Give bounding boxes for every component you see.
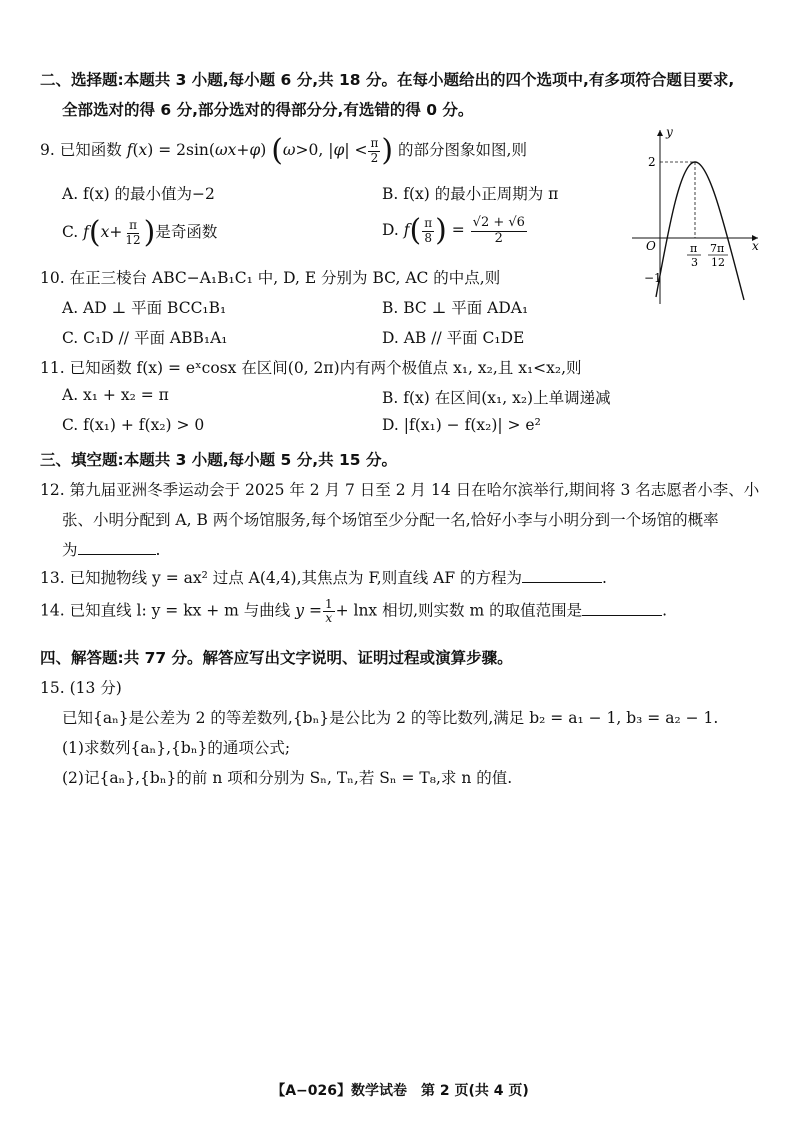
tick1-den: 3 [691, 256, 698, 269]
question-9-option-b: B. f(x) 的最小正周期为 π [382, 185, 559, 203]
question-10-stem: 10. 在正三棱台 ABC−A₁B₁C₁ 中, D, E 分别为 BC, AC 的中点,则 [40, 269, 501, 287]
section-3-heading: 三、填空题:本题共 3 小题,每小题 5 分,共 15 分。 [40, 451, 397, 469]
origin-label: O [646, 239, 656, 253]
question-15-head: 15. (13 分) [40, 679, 122, 697]
question-13: 13. 已知抛物线 y = ax² 过点 A(4,4),其焦点为 F,则直线 AF 的方程为 . [40, 569, 607, 587]
question-15-part2: (2)记{aₙ},{bₙ}的前 n 项和分别为 Sₙ, Tₙ,若 Sₙ = T₈,求 n 的值. [62, 769, 513, 787]
question-10-option-b: B. BC ⊥ 平面 ADA₁ [382, 299, 529, 317]
tick1-num: π [690, 242, 698, 255]
y-axis-label: y [666, 125, 673, 139]
question-11-option-d: D. |f(x₁) − f(x₂)| > e² [382, 416, 541, 434]
x-axis-label: x [752, 239, 759, 253]
question-9-option-c: C. f(x+ $\frac{\pi}{12}$ )是奇函数 [62, 215, 218, 250]
sine-curve [656, 162, 744, 300]
question-9-option-a: A. f(x) 的最小值为−2 [62, 185, 215, 203]
section-2-heading-line1: 二、选择题:本题共 3 小题,每小题 6 分,共 18 分。在每小题给出的四个选项中,有多项符合题目要求, [40, 71, 735, 89]
page-footer: 【A−026】数学试卷 第 2 页(共 4 页) [271, 1083, 529, 1099]
question-14-answer-blank[interactable] [582, 615, 662, 616]
y-min-label: −1 [644, 271, 662, 285]
question-13-answer-blank[interactable] [522, 582, 602, 583]
question-11-stem: 11. 已知函数 f(x) = eˣcosx 在区间(0, 2π)内有两个极值点 x₁, x₂,且 x₁<x₂,则 [40, 359, 582, 377]
question-11-option-c: C. f(x₁) + f(x₂) > 0 [62, 416, 205, 434]
question-9-option-d: D. f( $\frac{\pi}{8}$ ) = $\frac{√2 + √6}{2}$ [382, 213, 525, 248]
tick2-den: 12 [711, 256, 725, 269]
y-max-label: 2 [648, 155, 656, 169]
question-9-stem: 9. 已知函数 f(x) = 2sin(ωx+φ) (ω>0, |φ| < $\frac{\pi}{2}$ ) 的部分图象如图,则 [40, 133, 527, 168]
section-2-heading-line2: 全部选对的得 6 分,部分选对的得部分分,有选错的得 0 分。 [62, 101, 474, 119]
question-9-graph [628, 122, 768, 312]
question-14: 14. 已知直线 l: y = kx + m 与曲线 y = $\frac{1}{x}$ + lnx 相切,则实数 m 的取值范围是 . [40, 597, 668, 626]
question-11-option-a: A. x₁ + x₂ = π [62, 386, 169, 404]
question-12-line1: 12. 第九届亚洲冬季运动会于 2025 年 2 月 7 日至 2 月 14 日在哈尔滨举行,期间将 3 名志愿者小李、小 [40, 481, 760, 499]
question-12-line2: 张、小明分配到 A, B 两个场馆服务,每个场馆至少分配一名,恰好小李与小明分到一个场馆的概率 [62, 511, 719, 529]
question-10-option-a: A. AD ⊥ 平面 BCC₁B₁ [62, 299, 227, 317]
question-15-stem: 已知{aₙ}是公差为 2 的等差数列,{bₙ}是公比为 2 的等比数列,满足 b₂ = a₁ − 1, b₃ = a₂ − 1. [62, 709, 719, 727]
question-15-part1: (1)求数列{aₙ},{bₙ}的通项公式; [62, 739, 291, 757]
question-12-line3: 为 . [62, 541, 161, 559]
question-11-option-b: B. f(x) 在区间(x₁, x₂)上单调递减 [382, 389, 611, 407]
tick2-num: 7π [710, 242, 725, 255]
section-4-heading: 四、解答题:共 77 分。解答应写出文字说明、证明过程或演算步骤。 [40, 649, 513, 667]
question-10-option-c: C. C₁D // 平面 ABB₁A₁ [62, 329, 228, 347]
question-12-answer-blank[interactable] [78, 554, 156, 555]
question-10-option-d: D. AB // 平面 C₁DE [382, 329, 525, 347]
